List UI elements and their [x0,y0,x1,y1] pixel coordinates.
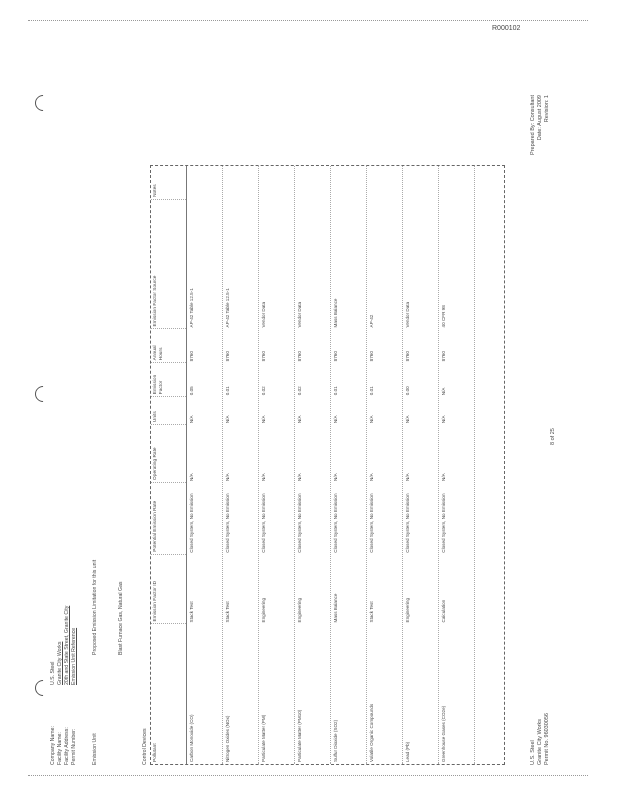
rotated-page [30,75,590,775]
table-cell: Closed System, No Emission [441,493,446,553]
table-row [187,166,223,764]
table-cell: N/A [261,415,266,424]
table-row [259,166,295,764]
table-cell: N/A [369,473,374,481]
header-block: Company Name: U.S. Steel Facility Name: Granite City Works Facility Address: 20th and State Street, Granite City Permit Number: Emission Unit Reference [50,605,77,765]
table-cell: 0.00 [405,386,410,396]
table-cell: 8760 [225,351,230,362]
table-cell: 0.01 [225,386,230,396]
table-cell: Closed System, No Emission [297,493,302,553]
table-cell: Greenhouse Gases (CO2e) [441,705,446,762]
table-cell: N/A [405,415,410,424]
footer-left: U.S. Steel Granite City Works Permit No. 96030056 [530,713,550,765]
table-cell: Closed System, No Emission [225,493,230,553]
table-cell: Closed System, No Emission [261,493,266,553]
table-cell: Nitrogen Oxides (NOx) [225,715,230,762]
table-cell: 0.01 [333,386,338,396]
table-cell: N/A [261,473,266,481]
table-cell: Mass Balance [333,593,338,623]
table-row [367,166,403,764]
table-cell: Closed System, No Emission [405,493,410,553]
table-cell: 8760 [441,351,446,362]
table-cell: 8760 [297,351,302,362]
table-cell: N/A [225,473,230,481]
table-cell: N/A [369,415,374,424]
table-cell [295,166,330,200]
table-row [331,166,367,764]
table-cell: AP-42 [369,314,374,328]
table-row [439,166,475,764]
unit-id: Emission Unit [92,733,98,765]
table-cell: Particulate Matter (PM10) [297,709,302,762]
table-cell: 8760 [333,351,338,362]
table-cell: AP-42 Table 12.5-1 [225,288,230,328]
fuel: Blast Furnace Gas, Natural Gas [118,581,124,655]
table-cell: N/A [297,473,302,481]
table-cell: 0.02 [261,386,266,396]
emission-table [150,165,505,765]
table-cell [367,166,402,200]
table-row [403,166,439,764]
table-cell: 0.05 [189,386,194,396]
table-cell: 0.01 [369,386,374,396]
footer-right: Prepared By: Consultant Date: August 2009 Revision: 1 [530,95,550,155]
table-cell: Vendor Data [405,301,410,328]
table-cell: Mass Balance [333,298,338,328]
table-cell [439,166,474,200]
page-id: R000102 [492,25,521,32]
table-cell [259,166,294,200]
notes-label: Proposed Emission Limitation for this unit [92,559,98,655]
table-row [295,166,331,764]
top-dotted-border [28,20,588,21]
table-cell: 40 CFR 98 [441,305,446,328]
table-cell: N/A [441,415,446,424]
table-cell: AP-42 Table 12.5-1 [189,288,194,328]
table-cell: N/A [333,473,338,481]
table-cell: Stack Test [225,601,230,623]
table-cell: 8760 [189,351,194,362]
table-cell: Closed System, No Emission [333,493,338,553]
table-cell [403,166,438,200]
table-cell: Vendor Data [297,301,302,328]
table-cell: N/A [189,415,194,424]
table-cell: Stack Test [189,601,194,623]
table-cell: Volatile Organic Compounds [369,703,374,762]
table-cell: Engineering [405,597,410,623]
page-number: 8 of 25 [550,428,556,445]
bottom-dotted-border [28,775,588,776]
table-cell: N/A [297,415,302,424]
table-cell: 8760 [405,351,410,362]
table-cell: Lead (Pb) [405,741,410,762]
table-cell: N/A [441,387,446,396]
table-cell: N/A [405,473,410,481]
table-cell: Stack Test [369,601,374,623]
table-cell: Calculation [441,599,446,623]
control-label: Control Devices [142,728,148,765]
table-cell: N/A [189,473,194,481]
table-cell [331,166,366,200]
table-cell: 0.02 [297,386,302,396]
table-cell: Engineering [261,597,266,623]
table-cell: Carbon Monoxide (CO) [189,714,194,762]
table-cell: Particulate Matter (PM) [261,714,266,762]
table-row [223,166,259,764]
table-cell: Vendor Data [261,301,266,328]
table-cell [223,166,258,200]
table-cell: Engineering [297,597,302,623]
table-cell: Sulfur Dioxide (SO2) [333,719,338,762]
table-cell: 8760 [261,351,266,362]
table-cell: Closed System, No Emission [189,493,194,553]
table-cell: 8760 [369,351,374,362]
table-header: Pollutant Emission Factor ID Potential Emission Rate Operating Rate Units Emission Factor Annual Hours Emission Factor Source Notes [151,166,187,764]
table-cell [187,166,222,200]
table-cell: N/A [225,415,230,424]
table-cell: N/A [333,415,338,424]
table-cell: N/A [441,473,446,481]
table-cell: Closed System, No Emission [369,493,374,553]
